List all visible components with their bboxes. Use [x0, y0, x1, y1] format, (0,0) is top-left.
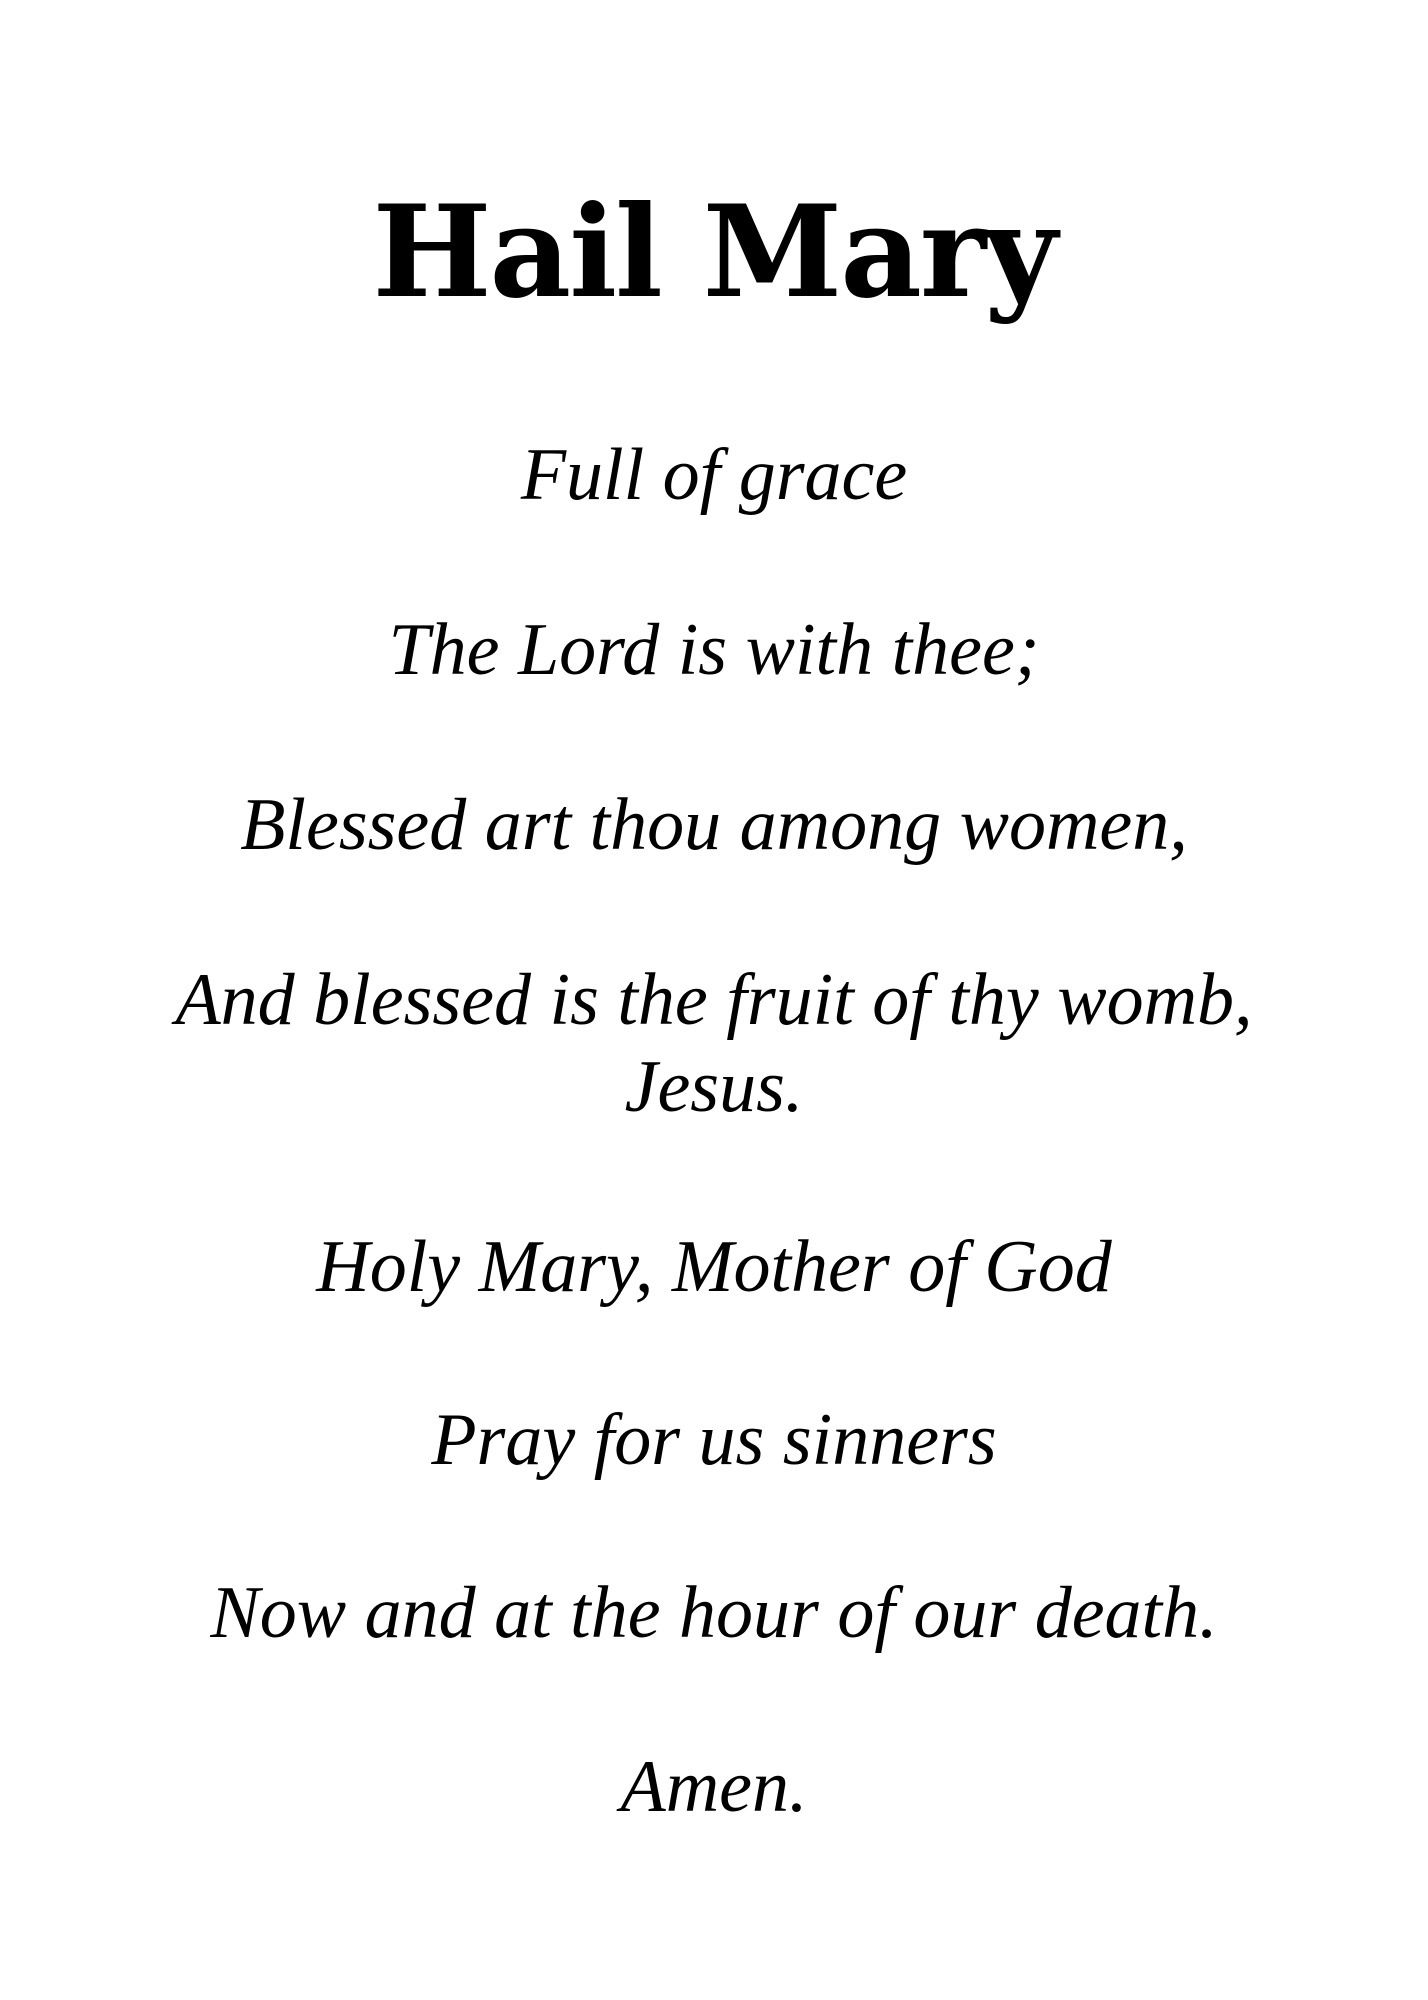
prayer-line-hour-of-death: Now and at the hour of our death.	[210, 1572, 1218, 1654]
prayer-line-holy-mary: Holy Mary, Mother of God	[316, 1226, 1112, 1308]
prayer-line-blessed-art-thou: Blessed art thou among women,	[240, 784, 1188, 866]
prayer-title: Hail Mary	[372, 178, 1056, 326]
prayer-line-jesus: Jesus.	[624, 1046, 804, 1128]
prayer-line-amen: Amen.	[620, 1746, 808, 1828]
prayer-line-lord-with-thee: The Lord is with thee;	[388, 609, 1040, 691]
prayer-line-pray-for-us: Pray for us sinners	[431, 1399, 997, 1481]
prayer-line-full-of-grace: Full of grace	[520, 434, 908, 516]
prayer-line-fruit-of-womb: And blessed is the fruit of thy womb,	[175, 959, 1253, 1041]
